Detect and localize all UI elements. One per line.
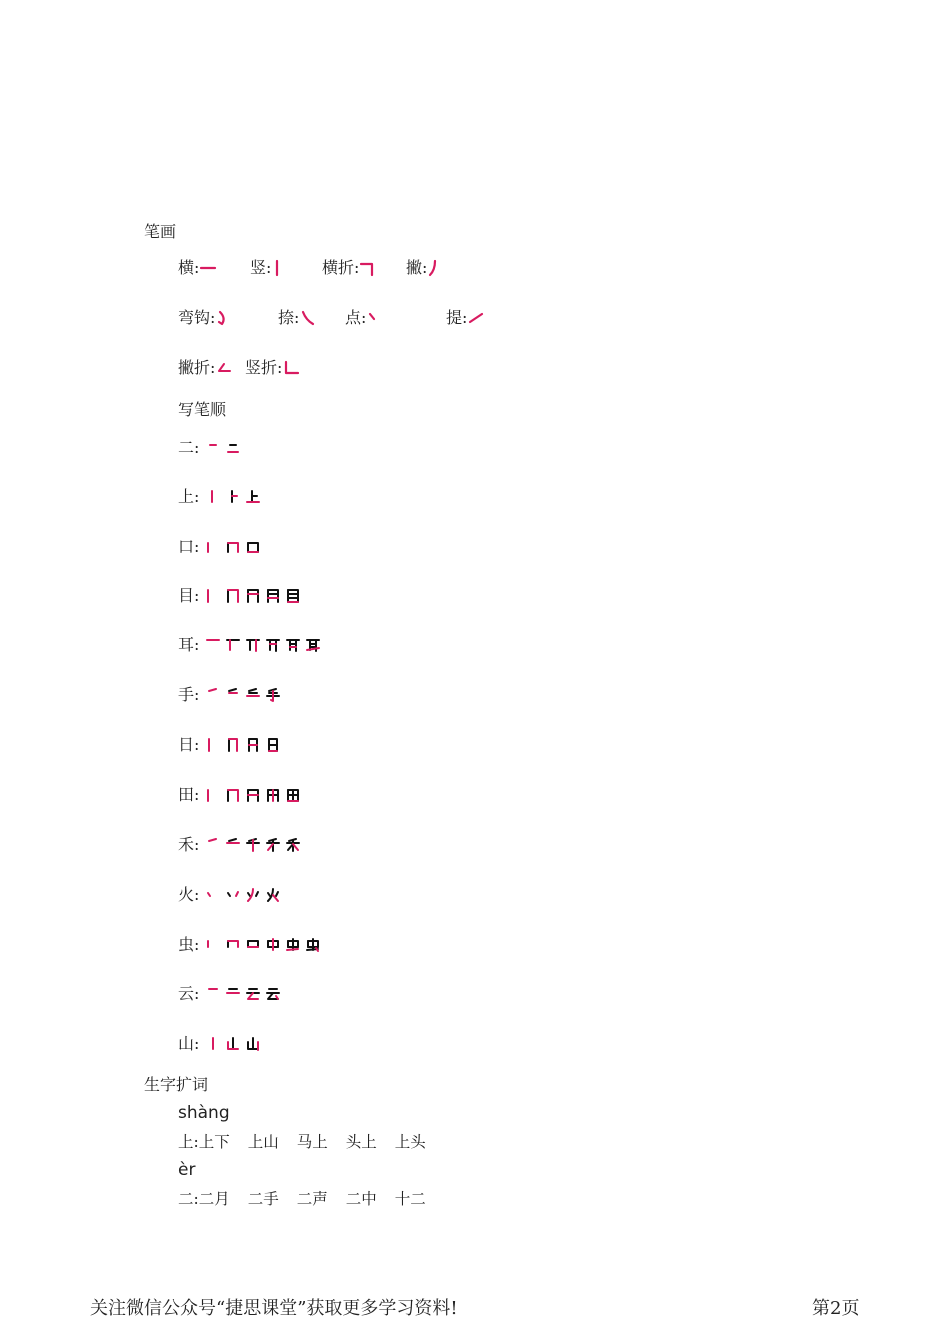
stroke-order-row <box>178 486 265 508</box>
stroke-order-step <box>245 489 261 505</box>
stroke-order-step <box>205 937 221 953</box>
stroke-order-step <box>225 637 241 653</box>
footer-promo-text: 关注微信公众号“捷思课堂”获取更多学习资料! <box>90 1298 458 1319</box>
stroke-order-step <box>205 637 221 653</box>
stroke-order-label: 云: <box>178 984 200 1003</box>
stroke-order-row <box>178 684 285 706</box>
vocab-word: 二声 <box>296 1190 328 1208</box>
stroke-pie-glyph <box>427 259 445 277</box>
vocab-word: 上山 <box>247 1133 279 1151</box>
stroke-order-label: 禾: <box>178 835 200 854</box>
stroke-label: 横: <box>178 258 200 277</box>
vocab-words-line <box>178 1132 444 1152</box>
stroke-order-step <box>225 687 241 703</box>
stroke-order-step <box>205 440 221 456</box>
stroke-order-step <box>205 986 221 1002</box>
stroke-order-step <box>225 539 241 555</box>
stroke-label: 点: <box>345 308 367 327</box>
stroke-order-step <box>265 588 281 604</box>
stroke-order-step <box>265 787 281 803</box>
stroke-order-row <box>178 536 265 558</box>
stroke-order-step <box>225 440 241 456</box>
stroke-wangou-glyph <box>215 309 233 327</box>
stroke-order-step <box>245 937 261 953</box>
stroke-order-section-title: 写笔顺 <box>178 400 227 419</box>
stroke-order-step <box>225 986 241 1002</box>
stroke-item-na <box>278 308 317 328</box>
stroke-order-step <box>265 986 281 1002</box>
stroke-order-label: 火: <box>178 885 200 904</box>
stroke-order-step <box>245 737 261 753</box>
vocab-pinyin: èr <box>178 1160 196 1180</box>
stroke-order-label: 二: <box>178 438 200 457</box>
stroke-order-step <box>225 787 241 803</box>
stroke-order-row <box>178 585 305 607</box>
stroke-order-step <box>285 837 301 853</box>
stroke-order-step <box>245 687 261 703</box>
vocab-word: 二月 <box>198 1190 230 1208</box>
stroke-order-step <box>245 637 261 653</box>
stroke-ti-glyph <box>467 309 485 327</box>
stroke-label: 竖折: <box>245 358 283 377</box>
stroke-order-label: 田: <box>178 785 200 804</box>
stroke-order-row <box>178 1033 265 1055</box>
stroke-piezhe-glyph <box>215 359 233 377</box>
stroke-order-step <box>205 1036 221 1052</box>
stroke-label: 竖: <box>250 258 272 277</box>
stroke-order-step <box>205 787 221 803</box>
stroke-order-step <box>305 637 321 653</box>
page-number: 第2页 <box>812 1298 860 1319</box>
stroke-order-row <box>178 437 245 459</box>
stroke-item-ti <box>446 308 485 328</box>
stroke-order-step <box>205 887 221 903</box>
stroke-item-pie <box>406 258 445 278</box>
vocab-pinyin: shàng <box>178 1103 230 1123</box>
stroke-order-row <box>178 734 285 756</box>
stroke-order-step <box>285 787 301 803</box>
stroke-order-step <box>225 588 241 604</box>
vocab-word: 头上 <box>345 1133 377 1151</box>
stroke-order-step <box>285 637 301 653</box>
vocab-words-line <box>178 1189 444 1209</box>
stroke-order-row <box>178 634 325 656</box>
stroke-order-step <box>245 986 261 1002</box>
stroke-item-shu <box>250 258 289 278</box>
stroke-item-shuzhe <box>245 358 300 378</box>
stroke-order-step <box>225 887 241 903</box>
stroke-dian-glyph <box>366 309 384 327</box>
stroke-order-step <box>285 937 301 953</box>
stroke-hengzhe-glyph <box>359 259 377 277</box>
stroke-order-step <box>225 937 241 953</box>
stroke-label: 撇折: <box>178 358 216 377</box>
stroke-order-step <box>245 887 261 903</box>
stroke-order-step <box>245 1036 261 1052</box>
stroke-item-hengzhe <box>322 258 377 278</box>
vocab-char-label: 上: <box>178 1133 199 1151</box>
stroke-shuzhe-glyph <box>282 359 300 377</box>
stroke-order-step <box>265 637 281 653</box>
stroke-order-step <box>265 837 281 853</box>
stroke-order-step <box>225 737 241 753</box>
stroke-order-step <box>225 489 241 505</box>
stroke-order-step <box>205 539 221 555</box>
stroke-na-glyph <box>299 309 317 327</box>
stroke-order-label: 耳: <box>178 635 200 654</box>
stroke-order-step <box>205 489 221 505</box>
stroke-item-heng <box>178 258 217 278</box>
vocab-word: 二手 <box>247 1190 279 1208</box>
stroke-order-step <box>305 937 321 953</box>
stroke-order-step <box>225 837 241 853</box>
stroke-order-step <box>265 737 281 753</box>
stroke-shu-glyph <box>271 259 289 277</box>
stroke-order-step <box>265 887 281 903</box>
vocab-word: 二中 <box>345 1190 377 1208</box>
stroke-order-step <box>205 687 221 703</box>
stroke-order-step <box>245 588 261 604</box>
stroke-order-step <box>265 937 281 953</box>
stroke-order-step <box>245 539 261 555</box>
stroke-order-label: 山: <box>178 1034 200 1053</box>
stroke-order-label: 口: <box>178 537 200 556</box>
stroke-label: 捺: <box>278 308 300 327</box>
strokes-section-title: 笔画 <box>144 222 177 241</box>
stroke-order-row <box>178 983 285 1005</box>
stroke-order-step <box>205 588 221 604</box>
vocab-char-label: 二: <box>178 1190 199 1208</box>
vocab-word: 上头 <box>394 1133 426 1151</box>
stroke-order-row <box>178 934 325 956</box>
vocab-word: 十二 <box>394 1190 426 1208</box>
stroke-order-label: 上: <box>178 487 200 506</box>
stroke-order-step <box>205 837 221 853</box>
stroke-order-step <box>285 588 301 604</box>
stroke-heng-glyph <box>199 259 217 277</box>
vocab-word: 马上 <box>296 1133 328 1151</box>
stroke-label: 弯钩: <box>178 308 216 327</box>
stroke-label: 撇: <box>406 258 428 277</box>
stroke-order-row <box>178 834 305 856</box>
stroke-order-step <box>245 837 261 853</box>
stroke-label: 提: <box>446 308 468 327</box>
stroke-order-row <box>178 884 285 906</box>
stroke-item-piezhe <box>178 358 233 378</box>
stroke-order-step <box>225 1036 241 1052</box>
stroke-order-label: 虫: <box>178 935 200 954</box>
stroke-order-step <box>205 737 221 753</box>
stroke-order-row <box>178 784 305 806</box>
stroke-item-wangou <box>178 308 233 328</box>
stroke-order-step <box>265 687 281 703</box>
stroke-order-step <box>245 787 261 803</box>
stroke-item-dian <box>345 308 384 328</box>
stroke-label: 横折: <box>322 258 360 277</box>
vocab-word: 上下 <box>198 1133 230 1151</box>
stroke-order-label: 日: <box>178 735 200 754</box>
stroke-order-label: 手: <box>178 685 200 704</box>
vocab-section-title: 生字扩词 <box>144 1075 209 1094</box>
stroke-order-label: 目: <box>178 586 200 605</box>
